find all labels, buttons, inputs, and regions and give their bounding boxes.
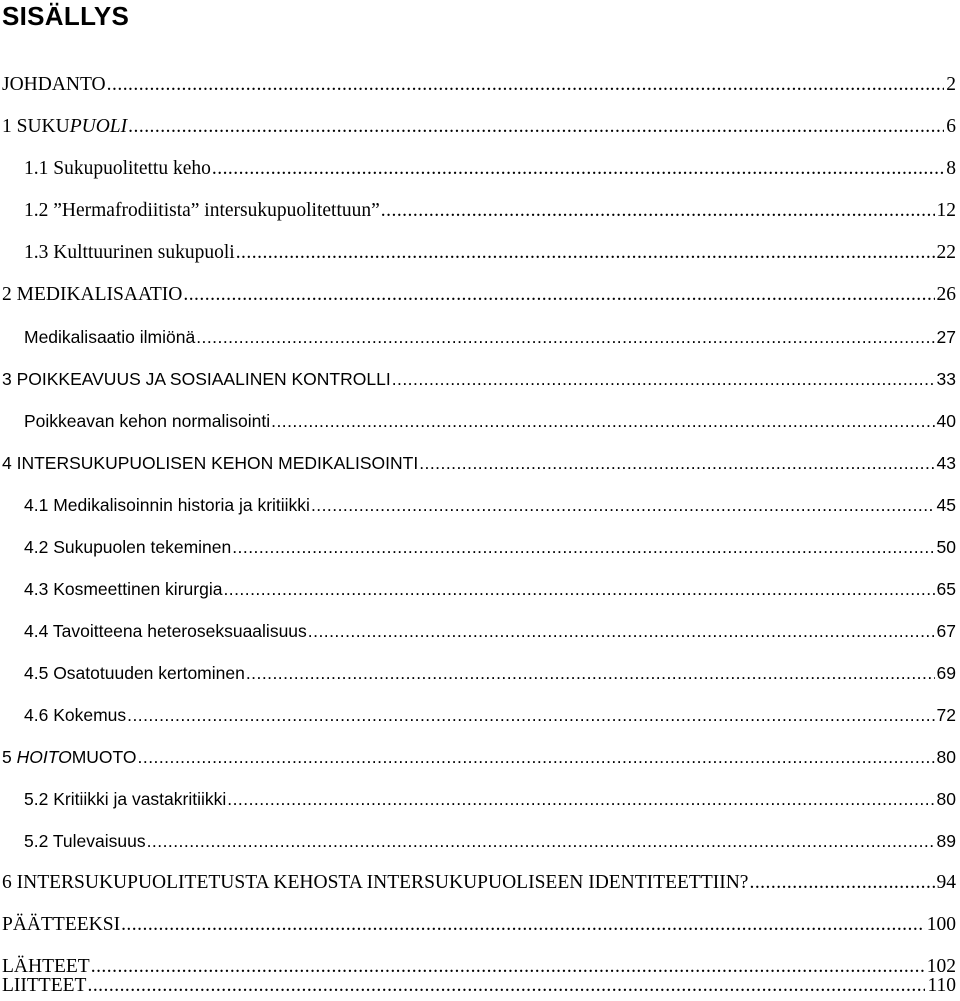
dot-leader xyxy=(236,238,935,268)
dot-leader xyxy=(308,616,935,646)
toc-entry-label: 1.1 Sukupuolitettu keho xyxy=(24,158,211,179)
toc-entry-label: PÄÄTTEEKSI xyxy=(2,914,121,935)
toc-entry-label: JOHDANTO xyxy=(2,74,106,95)
toc-entry-label: 1.2 ”Hermafrodiitista” intersukupuolitettuun” xyxy=(24,200,380,221)
toc-entry-intersukupuolitetusta-kehosta[interactable] xyxy=(2,868,956,898)
toc-entry-label: Poikkeavan kehon normalisointi xyxy=(24,411,271,431)
toc-entry-4-3[interactable] xyxy=(24,574,956,604)
toc-entry-page: 33 xyxy=(936,369,956,389)
dot-leader xyxy=(419,448,934,478)
toc-entry-page: 50 xyxy=(936,537,956,557)
toc-entry-label: 4.3 Kosmeettinen kirurgia xyxy=(24,579,223,599)
toc-entry-page: 67 xyxy=(936,621,956,641)
toc-entry-label: 4.4 Tavoitteena heteroseksuaalisuus xyxy=(24,621,307,641)
toc-entry-4-1[interactable] xyxy=(24,490,956,520)
toc-entry-label: 2 MEDIKALISAATIO xyxy=(2,284,183,305)
toc-entry-page: 27 xyxy=(936,327,956,347)
toc-entry-poikkeavan-kehon[interactable] xyxy=(24,406,956,436)
toc-entry-sukupuoli[interactable] xyxy=(2,112,956,142)
toc-entry-page: 22 xyxy=(936,242,956,263)
toc-entry-page: 102 xyxy=(926,956,956,977)
dot-leader xyxy=(246,658,935,688)
toc-entry-page: 80 xyxy=(936,747,956,767)
toc-entry-4-5[interactable] xyxy=(24,658,956,688)
toc-entry-page: 45 xyxy=(936,495,956,515)
toc-entry-page: 2 xyxy=(946,74,956,95)
dot-leader xyxy=(749,868,934,898)
label-part-regular: 1 SUKU xyxy=(2,116,70,137)
dot-leader xyxy=(311,490,935,520)
dot-leader xyxy=(183,280,934,310)
toc-heading: SISÄLLYS xyxy=(2,1,130,31)
toc-entry-label: 4 INTERSUKUPUOLISEN KEHON MEDIKALISOINTI xyxy=(2,453,419,473)
toc-entry-label: 5.2 Tulevaisuus xyxy=(24,831,146,851)
dot-leader xyxy=(128,112,944,142)
toc-entry-page: 110 xyxy=(927,975,956,996)
toc-entry-4-2[interactable] xyxy=(24,532,956,562)
toc-entry-label xyxy=(2,112,127,142)
dot-leader xyxy=(232,532,934,562)
toc-entry-label: LÄHTEET xyxy=(2,956,90,977)
toc-entry-label: 4.6 Kokemus xyxy=(24,705,127,725)
toc-entry-label: Medikalisaatio ilmiönä xyxy=(24,327,196,347)
dot-leader xyxy=(107,70,945,100)
toc-entry-label: 4.1 Medikalisoinnin historia ja kritiikki xyxy=(24,495,310,515)
dot-leader xyxy=(392,364,935,394)
label-part-italic: PUOLI xyxy=(69,116,128,137)
toc-entry-page: 6 xyxy=(946,116,956,137)
toc-entry-page: 94 xyxy=(936,872,956,893)
toc-entry-5-2-tulevaisuus[interactable] xyxy=(24,826,956,856)
label-part-italic: HOITO xyxy=(16,747,72,767)
toc-entry-page: 69 xyxy=(936,663,956,683)
toc-entry-label xyxy=(2,742,137,772)
toc-entry-page: 80 xyxy=(936,789,956,809)
toc-entry-page: 8 xyxy=(946,158,956,179)
toc-entry-1-2[interactable] xyxy=(24,196,956,226)
toc-entry-4-4[interactable] xyxy=(24,616,956,646)
toc-entry-label: 4.5 Osatotuuden kertominen xyxy=(24,663,245,683)
dot-leader xyxy=(196,322,934,352)
toc-entry-label: 1.3 Kulttuurinen sukupuoli xyxy=(24,242,235,263)
label-part-regular: 5 xyxy=(2,747,17,767)
toc-entry-hoitomuoto[interactable] xyxy=(2,742,956,772)
toc-entry-page: 100 xyxy=(926,914,956,935)
dot-leader xyxy=(271,406,934,436)
dot-leader xyxy=(121,910,925,940)
toc-entry-label: 5.2 Kritiikki ja vastakritiikki xyxy=(24,789,227,809)
toc-entry-5-2-kritiikki[interactable] xyxy=(24,784,956,814)
dot-leader xyxy=(212,154,944,184)
toc-entry-page: 12 xyxy=(936,200,956,221)
dot-leader xyxy=(223,574,934,604)
toc-entry-poikkeavuus[interactable] xyxy=(2,364,956,394)
toc-entry-paatteeksi[interactable] xyxy=(2,910,956,940)
toc-entry-page: 89 xyxy=(936,831,956,851)
toc-entry-page: 40 xyxy=(936,411,956,431)
toc-entry-medikalisaatio[interactable] xyxy=(2,280,956,310)
dot-leader xyxy=(138,742,935,772)
dot-leader xyxy=(127,700,934,730)
toc-entry-liitteet[interactable] xyxy=(2,971,956,1001)
toc-entry-page: 26 xyxy=(936,284,956,305)
toc-entry-1-1[interactable] xyxy=(24,154,956,184)
toc-entry-label: 3 POIKKEAVUUS JA SOSIAALINEN KONTROLLI xyxy=(2,369,391,389)
toc-entry-label: 4.2 Sukupuolen tekeminen xyxy=(24,537,232,557)
toc-entry-page: 72 xyxy=(936,705,956,725)
toc-entry-1-3[interactable] xyxy=(24,238,956,268)
label-part-regular-post: MUOTO xyxy=(71,747,137,767)
dot-leader xyxy=(87,971,925,1001)
toc-entry-label: LIITTEET xyxy=(2,975,87,996)
dot-leader xyxy=(227,784,934,814)
toc-entry-johdanto[interactable] xyxy=(2,70,956,100)
toc-entry-label: 6 INTERSUKUPUOLITETUSTA KEHOSTA INTERSUKUPUOLISEEN IDENTITEETTIIN? xyxy=(2,872,749,893)
toc-entry-page: 43 xyxy=(936,453,956,473)
dot-leader xyxy=(147,826,935,856)
toc-entry-4-6[interactable] xyxy=(24,700,956,730)
toc-entry-intersukupuolisen-kehon[interactable] xyxy=(2,448,956,478)
toc-entry-page: 65 xyxy=(936,579,956,599)
dot-leader xyxy=(381,196,935,226)
toc-entry-medikalisaatio-ilmiona[interactable] xyxy=(24,322,956,352)
